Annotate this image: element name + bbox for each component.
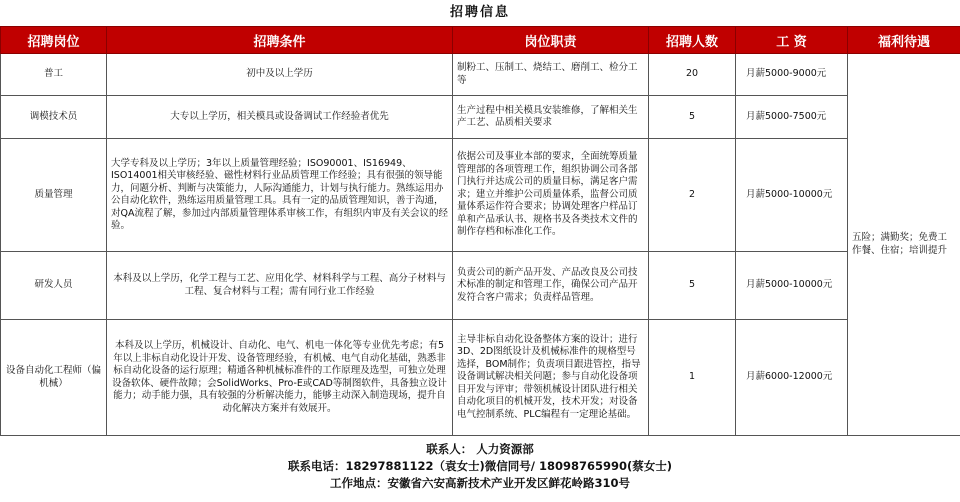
salary-cell: 月薪5000-9000元 bbox=[736, 54, 848, 96]
count-cell: 5 bbox=[649, 252, 736, 320]
header-benefits: 福利待遇 bbox=[848, 27, 960, 54]
benefits-cell: 五险；满勤奖；免费工作餐、住宿；培训提升 bbox=[848, 54, 960, 436]
contact-person: 联系人： 人力资源部 bbox=[426, 442, 534, 456]
salary-cell: 月薪5000-10000元 bbox=[736, 139, 848, 252]
salary-cell: 月薪5000-7500元 bbox=[736, 96, 848, 139]
header-requirements: 招聘条件 bbox=[107, 27, 453, 54]
table-row bbox=[1, 139, 960, 252]
position-cell: 普工 bbox=[1, 54, 107, 96]
header-count: 招聘人数 bbox=[649, 27, 736, 54]
page-title: 招聘信息 bbox=[449, 5, 510, 20]
duties-cell: 负责公司的新产品开发、产品改良及公司技术标准的制定和管理工作，确保公司产品开发符合客户需求；负责样品管理。 bbox=[453, 252, 649, 320]
duties-cell: 主导非标自动化设备整体方案的设计；进行3D、2D图纸设计及机械标准件的规格型号选择，BOM制作；负责项目跟进管控，指导设备调试解决相关问题；参与自动化设备项目开发与评审；带领机械设计团队进行相关自动化项目的机械开发，技术开发；对设备电气控制系统、PLC编程有一定理论基础。 bbox=[453, 320, 649, 436]
count-cell: 5 bbox=[649, 96, 736, 139]
table-row bbox=[1, 54, 960, 96]
requirements-cell: 本科及以上学历，机械设计、自动化、电气、机电一体化等专业优先考虑；有5年以上非标自动化设计开发、设备管理经验，有机械、电气自动化基础，熟悉非标自动化设备的运行原理；精通各种机械标准件的工作原理及选型，可独立处理设备软体、硬件故障；会SolidWorks、Pro-E或CAD等制图软件，具备独立设计能力；动手能力强，具有较强的分析解决能力，能够主动深入制造现场，提升自动化解决方案并有效展开。 bbox=[107, 320, 453, 436]
count-cell: 1 bbox=[649, 320, 736, 436]
recruitment-table bbox=[0, 26, 960, 436]
position-cell: 研发人员 bbox=[1, 252, 107, 320]
contact-phone: 联系电话：18297881122（袁女士)微信同号/ 18098765990(蔡女士) bbox=[287, 459, 672, 473]
duties-cell: 依据公司及事业本部的要求，全面统筹质量管理部的各项管理工作，组织协调公司各部门执行并达成公司的质量目标，满足客户需求；建立并维护公司质量体系，监督公司质量体系运作符合要求；协调处理客户样品订单和产品承认书、规格书及各类技术文件的制作存档和标准化工作。 bbox=[453, 139, 649, 252]
table-row bbox=[1, 320, 960, 436]
table-header-row bbox=[1, 27, 960, 54]
header-duties: 岗位职责 bbox=[453, 27, 649, 54]
duties-cell: 生产过程中相关模具安装维修，了解相关生产工艺、品质相关要求 bbox=[453, 96, 649, 139]
count-cell: 2 bbox=[649, 139, 736, 252]
count-cell: 20 bbox=[649, 54, 736, 96]
table-row bbox=[1, 96, 960, 139]
salary-cell: 月薪5000-10000元 bbox=[736, 252, 848, 320]
salary-cell: 月薪6000-12000元 bbox=[736, 320, 848, 436]
requirements-cell: 本科及以上学历，化学工程与工艺、应用化学、材料科学与工程、高分子材料与工程、复合材料与工程；需有同行业工作经验 bbox=[107, 252, 453, 320]
requirements-cell: 大学专科及以上学历；3年以上质量管理经验；ISO90001、IS16949、ISO14001相关审核经验、磁性材料行业品质管理工作经验；具有很强的领导能力，问题分析、判断与决策能力，人际沟通能力，计划与执行能力。熟练运用办公自动化软件，熟练运用质量管理工具。具有一定的品质管理知识，善于沟通，对QA流程了解，参加过内部质量管理体系审核工作，有组织内审及有关会议的经验。 bbox=[107, 139, 453, 252]
duties-cell: 制粉工、压制工、烧结工、磨削工、检分工等 bbox=[453, 54, 649, 96]
work-address: 工作地点：安徽省六安高新技术产业开发区鲜花岭路310号 bbox=[329, 476, 630, 490]
header-salary: 工 资 bbox=[736, 27, 848, 54]
position-cell: 调模技术员 bbox=[1, 96, 107, 139]
contact-footer bbox=[0, 441, 960, 492]
requirements-cell: 大专以上学历，相关模具或设备调试工作经验者优先 bbox=[107, 96, 453, 139]
position-cell: 质量管理 bbox=[1, 139, 107, 252]
position-cell: 设备自动化工程师（偏机械） bbox=[1, 320, 107, 436]
requirements-cell: 初中及以上学历 bbox=[107, 54, 453, 96]
table-row bbox=[1, 252, 960, 320]
header-position: 招聘岗位 bbox=[1, 27, 107, 54]
